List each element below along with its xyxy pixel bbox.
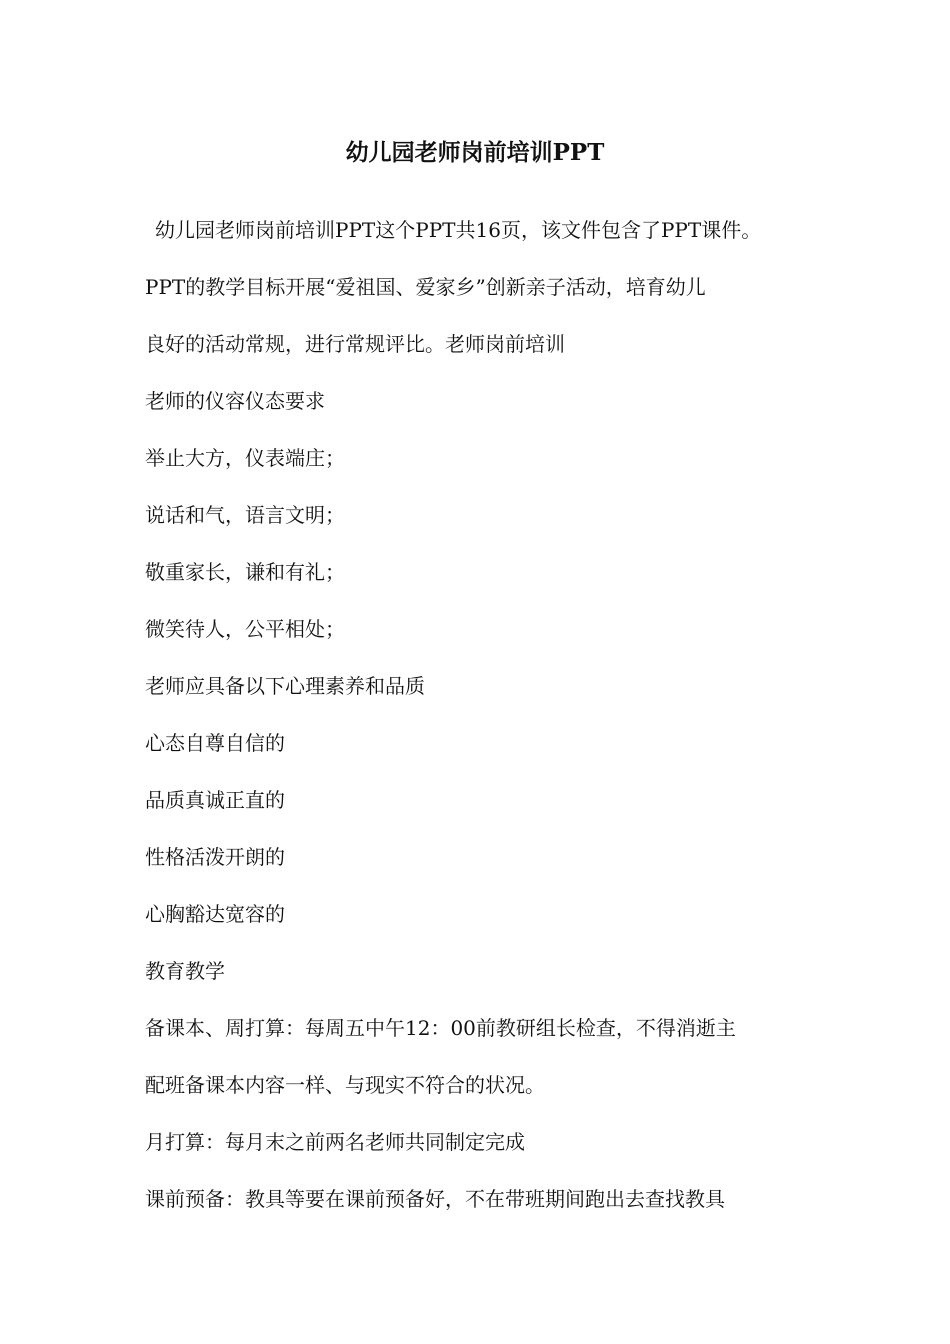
list-item: 心胸豁达宽容的 <box>145 902 285 926</box>
list-item: 性格活泼开朗的 <box>145 845 285 869</box>
document-body <box>145 202 825 1228</box>
list-item: 心态自尊自信的 <box>145 731 285 755</box>
section-heading-teacher-appearance: 老师的仪容仪态要求 <box>145 389 325 413</box>
paragraph-line: 课前预备：教具等要在课前预备好，不在带班期间跑出去查找教具 <box>145 1187 725 1211</box>
section-heading-education-teaching: 教育教学 <box>145 959 225 983</box>
section-heading-psychological-quality: 老师应具备以下心理素养和品质 <box>145 674 425 698</box>
paragraph-line: 月打算：每月末之前两名老师共同制定完成 <box>145 1130 525 1154</box>
list-item: 说话和气，语言文明； <box>145 503 345 527</box>
list-item: 微笑待人，公平相处； <box>145 617 345 641</box>
intro-line: 良好的活动常规，进行常规评比。老师岗前培训 <box>145 332 565 356</box>
paragraph-line: 备课本、周打算：每周五中午12：00前教研组长检查，不得消逝主 <box>145 1016 736 1040</box>
paragraph-line: 配班备课本内容一样、与现实不符合的状况。 <box>145 1073 545 1097</box>
list-item: 品质真诚正直的 <box>145 788 285 812</box>
intro-line: 幼儿园老师岗前培训PPT这个PPT共16页，该文件包含了PPT课件。 <box>155 218 762 242</box>
intro-line: PPT的教学目标开展“爱祖国、爱家乡”创新亲子活动，培育幼儿 <box>145 275 706 299</box>
list-item: 敬重家长，谦和有礼； <box>145 560 345 584</box>
list-item: 举止大方，仪表端庄； <box>145 446 345 470</box>
document-title: 幼儿园老师岗前培训PPT <box>345 139 605 166</box>
